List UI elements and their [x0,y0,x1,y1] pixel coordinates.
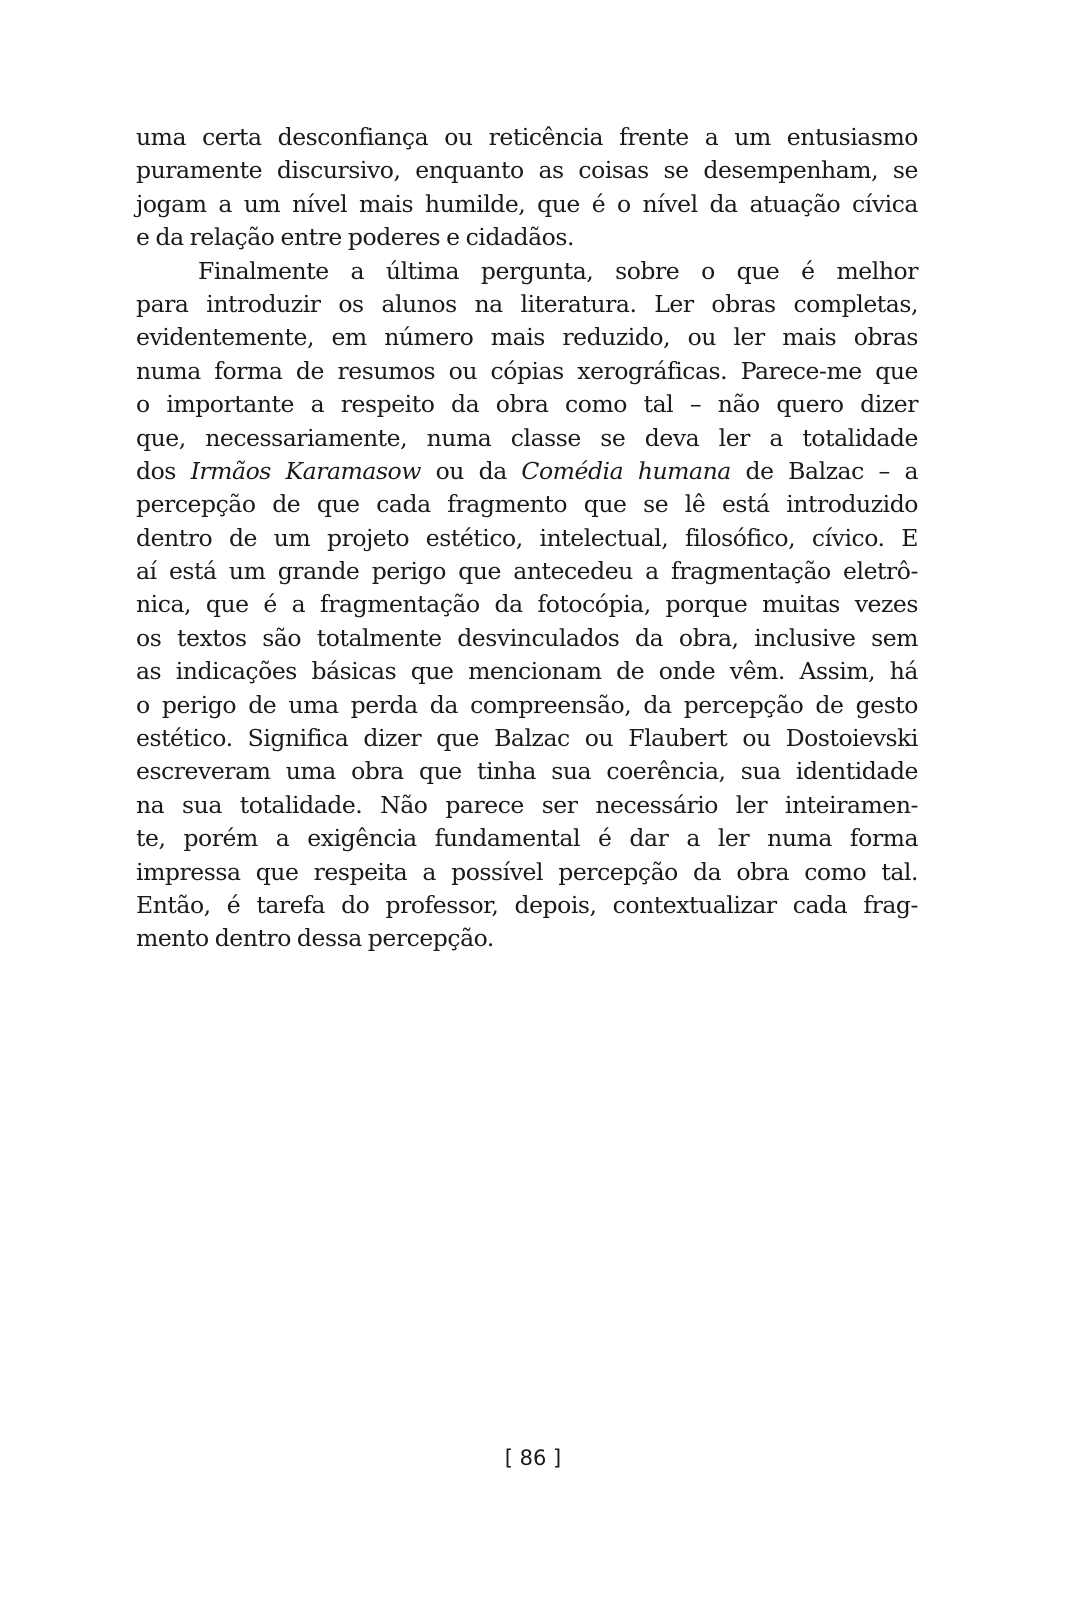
text-line [136,355,918,388]
text-segment: aí está um grande perigo que antecedeu a fragmentação eletrô- [136,557,918,586]
text-segment: te, porém a exigência fundamental é dar a ler numa forma [136,824,918,853]
text-line [136,255,918,288]
text-line [136,321,918,354]
text-segment: dentro de um projeto estético, intelectual, filosófico, cívico. E [136,523,918,552]
text-segment: nica, que é a fragmentação da fotocópia, porque muitas vezes [136,590,918,619]
text-line [136,455,918,488]
text-segment: e da relação entre poderes e cidadãos. [136,223,575,252]
text-line [136,856,918,889]
italic-title: Comédia humana [521,456,731,485]
text-segment: uma certa desconfiança ou reticência frente a um entusiasmo [136,123,918,151]
text-line [136,154,918,187]
text-segment: puramente discursivo, enquanto as coisas se desempenham, se [136,156,918,185]
text-segment: que, necessariamente, numa classe se deva ler a totalidade [136,423,918,452]
text-segment: percepção de que cada fragmento que se lê está introduzido [136,490,918,519]
text-segment: jogam a um nível mais humilde, que é o nível da atuação cívica [136,189,918,218]
text-line [136,755,918,788]
text-line [136,622,918,655]
text-segment: escreveram uma obra que tinha sua coerência, sua identidade [136,757,918,786]
text-line [136,488,918,521]
text-segment: para introduzir os alunos na literatura. Ler obras completas, [136,289,918,318]
text-line [136,655,918,688]
text-line [136,689,918,722]
text-line [136,822,918,855]
text-line [136,555,918,588]
text-line [136,288,918,321]
text-line [136,188,918,221]
text-line [136,922,918,955]
text-segment: ou da [420,456,522,485]
text-segment: dos [136,456,191,485]
text-line [136,789,918,822]
text-line [136,388,918,421]
text-line [136,121,918,154]
page-number: [ 86 ] [504,1446,562,1470]
text-segment: numa forma de resumos ou cópias xerográficas. Parece-me que [136,356,918,385]
text-segment: impressa que respeita a possível percepção da obra como tal. [136,857,918,886]
text-segment: Então, é tarefa do professor, depois, contextualizar cada frag- [136,890,918,919]
text-segment: evidentemente, em número mais reduzido, ou ler mais obras [136,323,918,352]
text-line [136,522,918,555]
text-segment: na sua totalidade. Não parece ser necessário ler inteiramen- [136,790,918,819]
text-line [136,722,918,755]
text-segment: Finalmente a última pergunta, sobre o que é melhor [198,256,918,285]
text-line [136,422,918,455]
text-segment: os textos são totalmente desvinculados da obra, inclusive sem [136,623,918,652]
text-line [136,588,918,621]
text-segment: as indicações básicas que mencionam de onde vêm. Assim, há [136,657,918,686]
body-text [136,121,918,956]
text-segment: o perigo de uma perda da compreensão, da percepção de gesto [136,690,918,719]
text-line [136,221,918,254]
italic-title: Irmãos Karamasow [190,456,421,485]
text-segment: de Balzac – a [730,456,918,485]
text-segment: estético. Significa dizer que Balzac ou Flaubert ou Dostoievski [136,724,918,753]
text-segment: o importante a respeito da obra como tal – não quero dizer [136,390,918,419]
text-segment: mento dentro dessa percepção. [136,924,494,953]
text-line [136,889,918,922]
